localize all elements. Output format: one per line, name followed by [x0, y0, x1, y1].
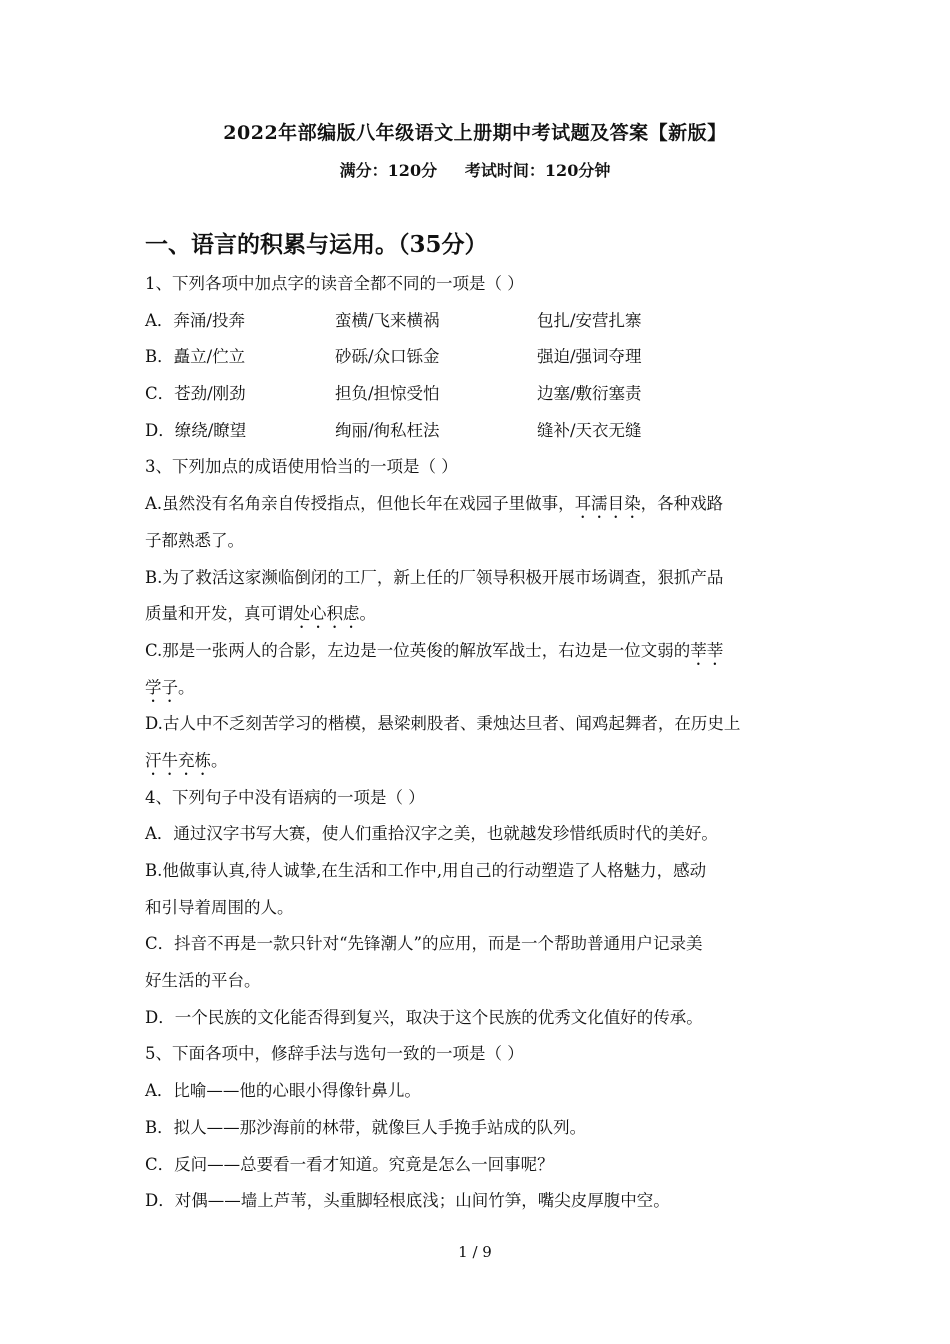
option-cell: 担负/担惊受怕: [335, 384, 440, 404]
question-3-option-d-cont: [145, 743, 810, 780]
question-5-option-c: C．反问——总要看一看才知道。究竟是怎么一回事呢？: [145, 1154, 554, 1174]
option-cell: 砂砾/众口铄金: [335, 347, 440, 367]
question-3-option-b: B.为了救活这家濒临倒闭的工厂，新上任的厂领导积极开展市场调查，狠抓产品: [145, 567, 724, 587]
question-4-option-a: A．通过汉字书写大赛，使人们重拾汉字之美，也就越发珍惜纸质时代的美好。: [145, 824, 718, 844]
option-cell: B．矗立/伫立: [145, 347, 246, 367]
option-cell: D．缭绕/瞭望: [145, 420, 247, 440]
option-text: A.虽然没有名角亲自传授指点，但他长年在戏园子里做事，: [145, 494, 575, 514]
questions: [145, 266, 810, 1220]
option-text: 质量和开发，真可谓: [145, 604, 294, 624]
question-4-option-b: B.他做事认真,待人诚挚,在生活和工作中,用自己的行动塑造了人格魅力，感动: [145, 861, 707, 880]
question-5-option-a: A．比喻——他的心眼小得像针鼻儿。: [145, 1081, 421, 1101]
option-text: ，各种戏路: [640, 494, 724, 514]
question-3-option-c: [145, 633, 810, 670]
option-cell: 蛮横/飞来横祸: [335, 310, 440, 330]
question-3-option-c-cont: [145, 670, 810, 707]
option-cell: 绚丽/徇私枉法: [335, 420, 440, 440]
dotted-idiom: 莘莘: [690, 640, 724, 660]
option-text: 。: [211, 750, 228, 770]
question-1-option-a: [145, 303, 810, 340]
question-3-option-a-cont: 子都熟悉了。: [145, 530, 244, 550]
question-4-option-c-cont: 好生活的平台。: [145, 971, 261, 991]
question-1-stem: 1、下列各项中加点字的读音全都不同的一项是（ ）: [145, 274, 524, 293]
option-cell: 缝补/天衣无缝: [537, 420, 642, 440]
question-1-option-d: [145, 413, 810, 450]
question-3-stem: 3、下列加点的成语使用恰当的一项是（ ）: [145, 457, 458, 477]
option-cell: C．苍劲/刚劲: [145, 384, 246, 404]
question-5-option-d: D．对偶——墙上芦苇，头重脚轻根底浅；山间竹笋，嘴尖皮厚腹中空。: [145, 1191, 670, 1211]
section-heading: 一、语言的积累与运用。（35分）: [145, 231, 488, 258]
option-cell: 边塞/敷衍塞责: [537, 384, 642, 404]
page-number: 1 / 9: [458, 1243, 492, 1261]
question-1-option-c: [145, 376, 810, 413]
option-text: 。: [178, 677, 195, 697]
question-5-option-b: B．拟人——那沙海前的林带，就像巨人手挽手站成的队列。: [145, 1117, 587, 1137]
question-4-stem: 4、下列句子中没有语病的一项是（ ）: [145, 787, 425, 807]
dotted-idiom: 耳濡目染: [574, 494, 641, 514]
option-cell: 包扎/安营扎寨: [537, 310, 642, 330]
question-3-option-a: [145, 486, 810, 523]
score-time-info: 满分：120分 考试时间：120分钟: [339, 161, 611, 180]
option-text: 。: [359, 604, 376, 624]
page-title: 2022年部编版八年级语文上册期中考试题及答案【新版】: [223, 122, 727, 144]
option-cell: 强迫/强词夺理: [537, 347, 642, 367]
question-5-stem: 5、下面各项中，修辞手法与选句一致的一项是（ ）: [145, 1044, 524, 1064]
option-cell: A．奔涌/投奔: [145, 310, 245, 330]
dotted-idiom: 处心积虑: [293, 604, 360, 624]
question-3-option-d: D.古人中不乏刻苦学习的楷模，悬梁刺股者、秉烛达旦者、闻鸡起舞者，在历史上: [145, 714, 741, 734]
question-4-option-d: D．一个民族的文化能否得到复兴，取决于这个民族的优秀文化值好的传承。: [145, 1007, 703, 1027]
question-4-option-b-cont: 和引导着周围的人。: [145, 897, 294, 917]
question-1-option-b: [145, 339, 810, 376]
option-text: C.那是一张两人的合影，左边是一位英俊的解放军战士，右边是一位文弱的: [145, 640, 691, 660]
dotted-idiom: 汗牛充栋: [145, 750, 211, 770]
question-4-option-c: C．抖音不再是一款只针对“先锋潮人”的应用，而是一个帮助普通用户记录美: [145, 934, 703, 954]
question-3-option-b-cont: [145, 596, 810, 633]
dotted-idiom: 学子: [145, 677, 178, 697]
